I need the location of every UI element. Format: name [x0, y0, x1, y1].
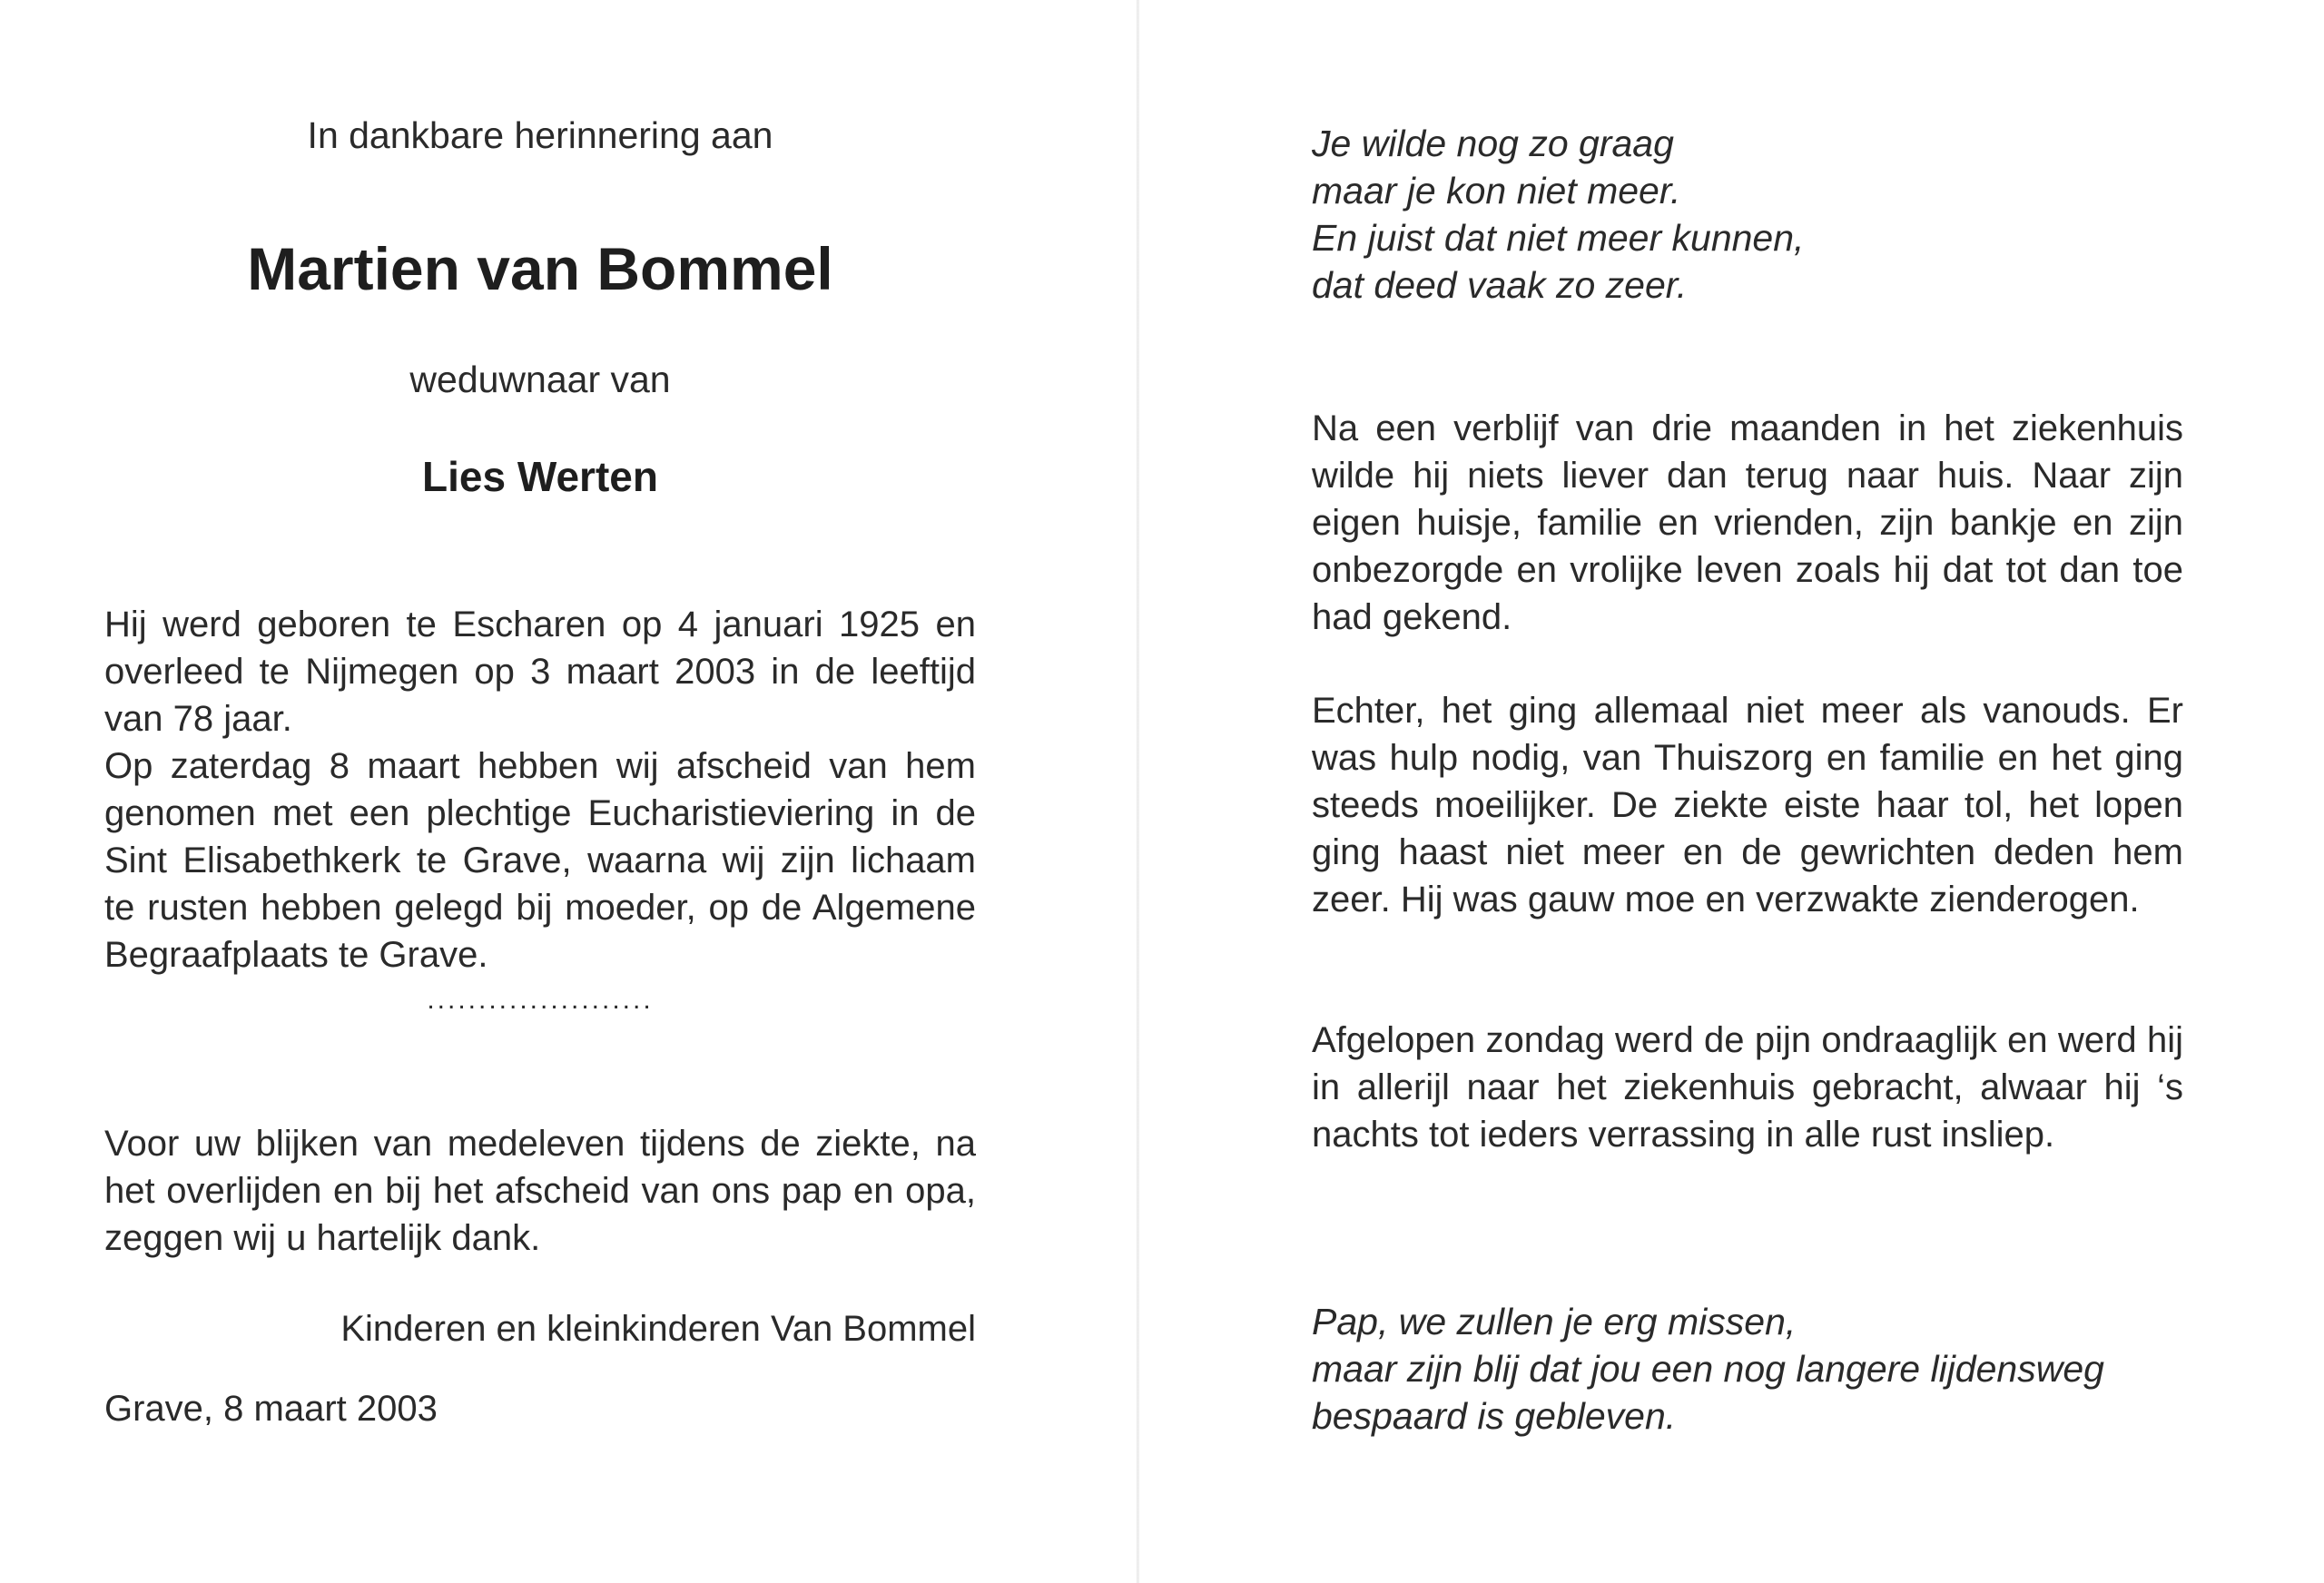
poem-top	[1312, 120, 2183, 309]
paragraph-passing	[1312, 1017, 2183, 1158]
separator-dots: ......................	[427, 985, 654, 1015]
poem-line: En juist dat niet meer kunnen,	[1312, 217, 1805, 259]
birth-death-text: Hij werd geboren te Escharen op 4 januari 1925 en overleed te Nijmegen op 3 maart 2003 in de leeftijd van 78 jaar.	[104, 605, 976, 739]
intro-text: In dankbare herinnering aan	[307, 114, 773, 156]
relation-text: weduwnaar van	[409, 359, 671, 400]
paragraph-text: Na een verblijf van drie maanden in het ziekenhuis wilde hij niets liever dan terug naar huis. Naar zijn eigen huisje, familie en vrienden, zijn bankje en zijn onbezorgde en vrolijke leven zoals hij dat tot dan toe had gekend.	[1312, 408, 2183, 637]
paragraph-text: Afgelopen zondag werd de pijn ondraaglijk en werd hij in allerijl naar het ziekenhuis gebracht, alwaar hij ‘s nachts tot ieders verrassing in alle rust insliep.	[1312, 1020, 2183, 1155]
paragraph-decline	[1312, 687, 2183, 923]
paragraph-hospital	[1312, 405, 2183, 641]
card-fold	[1137, 0, 1139, 1583]
poem-line: maar zijn blij dat jou een nog langere lijdensweg	[1312, 1348, 2104, 1390]
paragraph-text: Echter, het ging allemaal niet meer als vanouds. Er was hulp nodig, van Thuiszorg en familie en het ging steeds moeilijker. De ziekte eiste haar tol, het lopen ging haast niet meer en de gewrichten deden hem zeer. Hij was gauw moe en verzwakte zienderogen.	[1312, 691, 2183, 919]
funeral-text: Op zaterdag 8 maart hebben wij afscheid van hem genomen met een plechtige Eucharistieviering in de Sint Elisabethkerk te Grave, waarna wij zijn lichaam te rusten hebben gelegd bij moeder, op de Algemene Begraafplaats te Grave.	[104, 746, 976, 975]
poem-bottom	[1312, 1298, 2183, 1440]
right-panel	[1312, 0, 2183, 1583]
thanks-block	[104, 1120, 976, 1262]
spouse-name: Lies Werten	[422, 453, 658, 500]
poem-line: Je wilde nog zo graag	[1312, 123, 1674, 164]
family-signature: Kinderen en kleinkinderen Van Bommel	[340, 1309, 976, 1349]
biography	[104, 601, 976, 978]
poem-line: dat deed vaak zo zeer.	[1312, 264, 1688, 306]
poem-line: bespaard is gebleven.	[1312, 1395, 1677, 1437]
poem-line: maar je kon niet meer.	[1312, 170, 1681, 211]
left-panel	[104, 0, 976, 1583]
deceased-name: Martien van Bommel	[247, 235, 833, 302]
thanks-text: Voor uw blijken van medeleven tijdens de ziekte, na het overlijden en bij het afscheid van ons pap en opa, zeggen wij u hartelijk dank.	[104, 1124, 976, 1258]
poem-line: Pap, we zullen je erg missen,	[1312, 1301, 1797, 1342]
place-date: Grave, 8 maart 2003	[104, 1389, 438, 1429]
